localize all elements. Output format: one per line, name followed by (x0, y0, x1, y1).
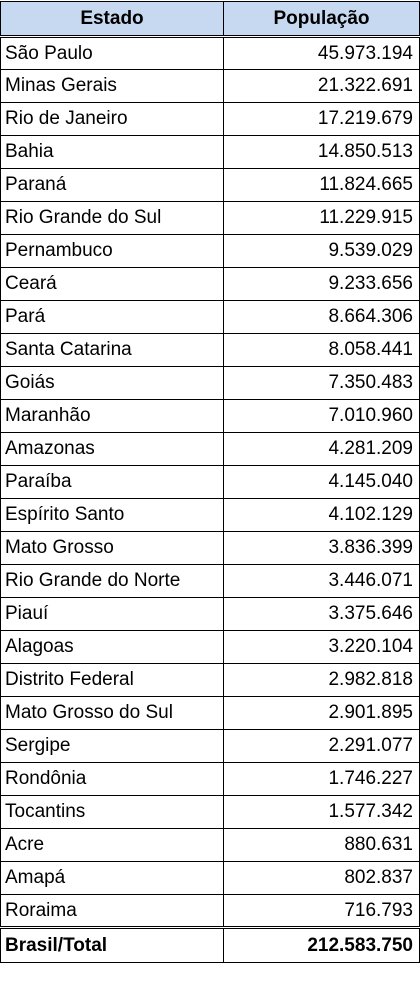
table-row (1, 730, 420, 763)
population-cell: 3.836.399 (224, 532, 420, 565)
table-row (1, 631, 420, 664)
column-header-population: População (224, 2, 420, 37)
state-name-cell: Mato Grosso do Sul (1, 697, 224, 730)
table-row (1, 499, 420, 532)
population-cell: 4.281.209 (224, 433, 420, 466)
population-cell: 2.291.077 (224, 730, 420, 763)
table-row (1, 103, 420, 136)
state-name-cell: Maranhão (1, 400, 224, 433)
table-row (1, 37, 420, 70)
table-row (1, 862, 420, 895)
population-cell: 11.229.915 (224, 202, 420, 235)
state-name-cell: Mato Grosso (1, 532, 224, 565)
table-row (1, 565, 420, 598)
population-cell: 4.145.040 (224, 466, 420, 499)
state-name-cell: Bahia (1, 136, 224, 169)
state-name-cell: Pará (1, 301, 224, 334)
population-cell: 4.102.129 (224, 499, 420, 532)
state-name-cell: Pernambuco (1, 235, 224, 268)
table-row (1, 763, 420, 796)
state-name-cell: Roraima (1, 895, 224, 928)
population-cell: 880.631 (224, 829, 420, 862)
population-cell: 2.901.895 (224, 697, 420, 730)
population-cell: 14.850.513 (224, 136, 420, 169)
state-name-cell: Rio Grande do Norte (1, 565, 224, 598)
table-row (1, 895, 420, 928)
table-row (1, 433, 420, 466)
population-cell: 3.375.646 (224, 598, 420, 631)
state-name-cell: Santa Catarina (1, 334, 224, 367)
table-row (1, 400, 420, 433)
state-name-cell: Paraná (1, 169, 224, 202)
table-row (1, 334, 420, 367)
table-row (1, 367, 420, 400)
table-row (1, 532, 420, 565)
state-name-cell: Espírito Santo (1, 499, 224, 532)
population-cell: 9.539.029 (224, 235, 420, 268)
population-cell: 1.577.342 (224, 796, 420, 829)
table-row (1, 136, 420, 169)
state-name-cell: Goiás (1, 367, 224, 400)
population-cell: 17.219.679 (224, 103, 420, 136)
state-name-cell: Sergipe (1, 730, 224, 763)
total-label: Brasil/Total (1, 928, 224, 963)
population-table (0, 1, 420, 963)
population-cell: 45.973.194 (224, 37, 420, 70)
total-value: 212.583.750 (224, 928, 420, 963)
table-row (1, 268, 420, 301)
table-row (1, 697, 420, 730)
table-row (1, 829, 420, 862)
column-header-state: Estado (1, 2, 224, 37)
state-name-cell: Amapá (1, 862, 224, 895)
table-row (1, 598, 420, 631)
table-row (1, 664, 420, 697)
state-name-cell: Rondônia (1, 763, 224, 796)
population-cell: 2.982.818 (224, 664, 420, 697)
table-row (1, 301, 420, 334)
population-cell: 7.010.960 (224, 400, 420, 433)
header-row (1, 2, 420, 37)
population-cell: 802.837 (224, 862, 420, 895)
table-row (1, 466, 420, 499)
state-name-cell: Minas Gerais (1, 70, 224, 103)
table-row (1, 169, 420, 202)
table-row (1, 796, 420, 829)
state-name-cell: Alagoas (1, 631, 224, 664)
population-cell: 1.746.227 (224, 763, 420, 796)
state-name-cell: São Paulo (1, 37, 224, 70)
state-name-cell: Rio Grande do Sul (1, 202, 224, 235)
state-name-cell: Acre (1, 829, 224, 862)
table-row (1, 235, 420, 268)
total-row (1, 928, 420, 963)
population-cell: 8.664.306 (224, 301, 420, 334)
population-cell: 3.446.071 (224, 565, 420, 598)
state-name-cell: Paraíba (1, 466, 224, 499)
population-cell: 7.350.483 (224, 367, 420, 400)
state-name-cell: Distrito Federal (1, 664, 224, 697)
population-cell: 9.233.656 (224, 268, 420, 301)
state-name-cell: Tocantins (1, 796, 224, 829)
table-body (1, 37, 420, 928)
state-name-cell: Piauí (1, 598, 224, 631)
state-name-cell: Amazonas (1, 433, 224, 466)
table-row (1, 202, 420, 235)
population-cell: 21.322.691 (224, 70, 420, 103)
population-cell: 3.220.104 (224, 631, 420, 664)
table-row (1, 70, 420, 103)
population-cell: 11.824.665 (224, 169, 420, 202)
population-cell: 8.058.441 (224, 334, 420, 367)
state-name-cell: Ceará (1, 268, 224, 301)
state-name-cell: Rio de Janeiro (1, 103, 224, 136)
population-cell: 716.793 (224, 895, 420, 928)
